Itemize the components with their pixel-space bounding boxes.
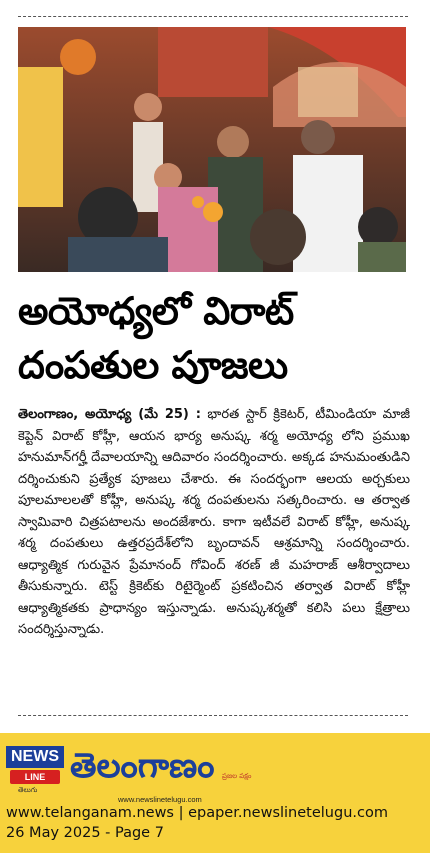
newsline-logo: [6, 746, 64, 794]
brand-tagline: ప్రజల పక్షం: [222, 772, 252, 780]
footer-banner: [0, 733, 430, 853]
news-photo: [18, 27, 406, 272]
logo-row: [6, 742, 426, 802]
article-dateline: తెలంగాణం, అయోధ్య (మే 25) :: [18, 407, 201, 422]
article-text: భారత స్టార్ క్రికెటర్, టీమిండియా మాజీ కెప్టెన్ విరాట్ కోహ్లీ, ఆయన భార్య అనుష్క శర్మ అయోధ్య లోని ప్రముఖ హనుమాన్‌గర్హీ దేవాలయాన్ని ఆదివారం సందర్శించారు. అక్కడ హనుమంతుడిని దర్శించుకుని ప్రత్యేక పూజలు చేశారు. ఈ సందర్భంగా ఆలయ అర్చకులు పూలమాలలతో కోహ్లీ, అనుష్క శర్మ దంపతులను సత్కరించారు. ఆ తర్వాత స్వామివారి చిత్రపటాలను అందజేశారు. కాగా ఇటీవలే విరాట్ కోహ్లీ, అనుష్క శర్మ దంపతులు ఉత్తరప్రదేశ్‌లోని బృందావన్ ఆశ్రమాన్ని సందర్శించారు. ఆధ్యాత్మిక గురువైన ప్రేమానంద్ గోవింద్ శరణ్ జీ మహరాజ్ ఆశీర్వాదాలు తీసుకున్నారు. టెస్ట్ క్రికెట్‌కు రిటైర్మెంట్ ప్రకటించిన తర్వాత విరాట్ కోహ్లీ ఆధ్యాత్మికతకు ప్రాధాన్యం ఇస్తున్నాడు. అనుష్కశర్మతో కలిసి పలు క్షేత్రాలు సందర్శిస్తున్నాడు.: [18, 407, 410, 637]
brand-url: www.newslinetelugu.com: [118, 795, 202, 804]
headline-line-1: అయోధ్యలో విరాట్: [18, 289, 294, 333]
footer-links[interactable]: www.telanganam.news | epaper.newslinetelugu.com: [6, 805, 388, 821]
photo-illustration: [18, 27, 406, 272]
headline: [18, 284, 418, 392]
bottom-divider: [18, 715, 408, 716]
newsline-logo-sub: తెలుగు: [18, 786, 38, 794]
article-body: [18, 404, 410, 641]
telanganam-brand: తెలంగాణం: [70, 746, 215, 786]
newsline-logo-line: LINE: [10, 770, 60, 784]
headline-line-2: దంపతుల పూజలు: [18, 343, 288, 387]
footer-date-page: 26 May 2025 - Page 7: [6, 825, 164, 841]
top-divider: [18, 16, 408, 17]
newsline-logo-news: NEWS: [6, 746, 64, 768]
